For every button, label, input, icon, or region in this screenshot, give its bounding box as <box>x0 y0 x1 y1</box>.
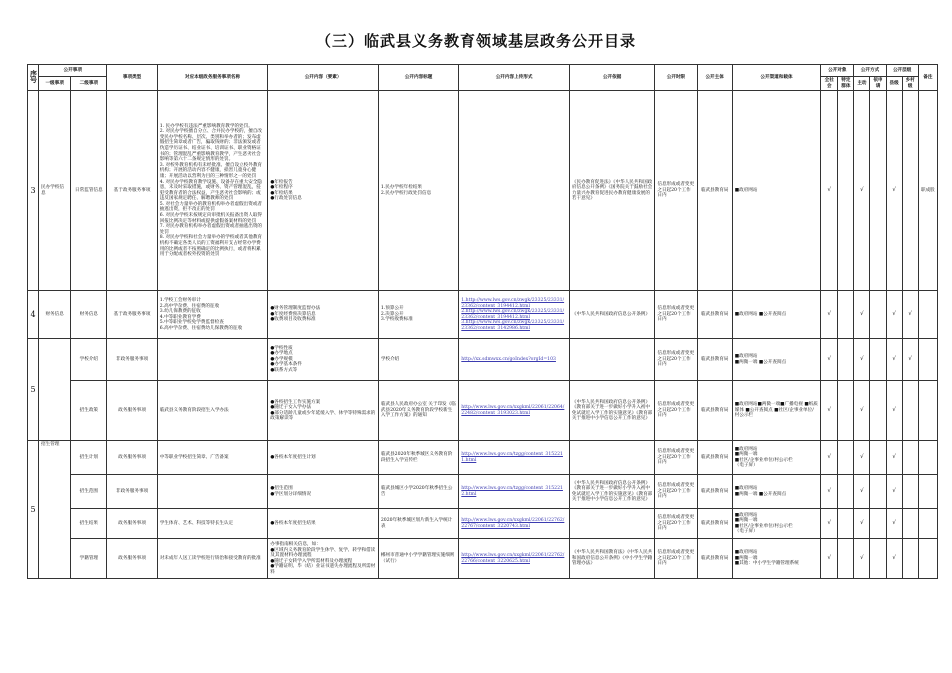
channel-cell: ■政府网站 ■两微一端 ■公开查阅点 <box>732 339 820 381</box>
content-cell <box>268 509 379 539</box>
channel-cell: ■政府网站 ■公开查阅点 <box>732 291 820 339</box>
basis-cell: 《中华人民共和国教育法》《中华人民共和国政府信息公开条例》《中小学生学籍管理办法》 <box>569 539 654 579</box>
item-type-cell: 政务服务事项 <box>107 441 157 475</box>
upload-link[interactable]: http://www.lws.gov.cn/xxgkml/22061/22762/22767/content_3220743.html <box>461 518 565 529</box>
basis-cell <box>569 339 654 381</box>
level1-cell <box>39 339 71 441</box>
header-public-items: 公开事项 <box>39 65 107 77</box>
basis-name-cell <box>157 475 268 509</box>
upload-cell <box>459 381 570 441</box>
target-specific-cell <box>838 291 854 339</box>
level-town-cell <box>902 539 918 579</box>
target-specific-cell <box>838 339 854 381</box>
content-cell <box>268 339 379 381</box>
table-row <box>28 509 938 539</box>
item-type-cell: 基于政务服务事项 <box>107 91 157 291</box>
subject-cell: 临武县教育局 <box>697 381 732 441</box>
content-item: ●联系方式等 <box>270 368 298 374</box>
method-request-cell <box>870 91 886 291</box>
header-specific: 特定群体 <box>838 77 854 91</box>
level-town-cell <box>902 381 918 441</box>
method-active-cell: √ <box>854 339 870 381</box>
basis-name-cell: 中等职业学校招生简章、广告备案 <box>157 441 268 475</box>
method-request-cell <box>870 475 886 509</box>
upload-cell <box>459 475 570 509</box>
basis-name-cell: 1. 民办学校有违法严重影响教育教学的处罚。 2. 对民办学校擅自分立、合并民办学校的，擅自改变民办学校名称、层次、类别和举办者的；发布虚假招生简章或者广告，骗取钱财的；非法颁发或者伪造学历证书、结业证书、培训证书、职业资格证书的；管理混乱严重影响教育教学，产生恶劣社会影响等第六十二条规定情形的处罚。 3. 对校外教育机构有未经批准、擅自设立校外教育机构；开展的活动内容不健康，损害儿童身心健康；开展活动以营利为目的三种情形之一的处罚 4. 对民办学校教育教学设施、设备存在重大安全隐患，未及时采取措施，或财务、资产管理混乱，侵犯受教育者的合法权益，产生恶劣社会影响的；或违反国家规定聘任、解聘教师的处罚 5. 对社会力量举办的教育机构举办者虚假出资或者抽逃出资，拒不改正的处罚 6. 对民办学校未按规定向审批机关报备出资人取得回报比例决定等材料或提供虚假备案材料的处罚 7. 对民办教育机构举办者虚假出资或者抽逃出资的处罚 8. 对民办学校和社会力量举办的学校或者其他教育机构不确定各类人员的工资福利开支占经常办学费用的比例或者不按照确定的比例执行，或者将积累用于分配或者校外投资的处罚 <box>157 91 268 291</box>
level2-cell: 招生计划 <box>71 441 107 475</box>
content-item: ●随迁子女入学办法 <box>270 405 312 411</box>
seq-cell: 3 <box>28 91 39 291</box>
level-town-cell <box>902 91 918 291</box>
level-town-cell: √ <box>902 339 918 381</box>
level-town-cell: √ <box>902 291 918 339</box>
target-specific-cell <box>838 441 854 475</box>
channel-cell: ■政府网站 <box>732 91 820 291</box>
content-item: ●部分适龄儿童或少年延缓入学、休学等特殊需求的政策解读等 <box>270 410 376 422</box>
basis-cell <box>569 441 654 475</box>
upload-link[interactable]: http://www.lws.gov.cn/tzgg/content_3152212.html <box>461 486 563 497</box>
header-all-society: 全社会 <box>821 77 838 91</box>
method-active-cell: √ <box>854 441 870 475</box>
level2-cell: 招生范围 <box>71 475 107 509</box>
header-seq: 序号 <box>28 65 39 91</box>
period-cell: 信息形成或者变更之日起20个工作日内 <box>655 475 697 509</box>
catalog-table <box>27 64 938 579</box>
upload-cell <box>459 339 570 381</box>
upload-cell <box>459 91 570 291</box>
content-item: ●各校本年度招生计划 <box>270 454 316 460</box>
method-request-cell <box>870 381 886 441</box>
level1-cell: 招生管理 <box>39 441 71 579</box>
content-cell <box>268 475 379 509</box>
method-active-cell: √ <box>854 291 870 339</box>
subject-cell: 临武县教育局 <box>697 539 732 579</box>
remark-cell <box>918 539 937 579</box>
method-request-cell <box>870 441 886 475</box>
target-all-cell: √ <box>821 339 838 381</box>
level1-cell: 民办学校信息 <box>39 91 71 291</box>
level1-cell: 财务信息 <box>39 291 71 339</box>
period-cell: 信息形成或者变更之日起20个工作日内 <box>655 441 697 475</box>
period-cell: 信息形成或者变更之日起20个工作日内 <box>655 339 697 381</box>
remark-cell <box>918 509 937 539</box>
level-county-cell: √ <box>886 291 902 339</box>
header-item-type: 事项类型 <box>107 65 157 91</box>
level2-cell: 学校介绍 <box>71 339 107 381</box>
method-active-cell: √ <box>854 91 870 291</box>
target-specific-cell <box>838 475 854 509</box>
content-item: ●学籍证明、毕（结）业证书遗失办理流程及所需材料 <box>270 564 376 575</box>
item-type-cell: 政务服务事项 <box>107 509 157 539</box>
header-subject: 公开主体 <box>697 65 732 91</box>
header-method: 公开方式 <box>854 65 886 77</box>
header-upload-form: 公开内容上传形式 <box>459 65 570 91</box>
content-title-cell: 1.民办学校年检结果 2.民办学校行政处罚信息 <box>378 91 458 291</box>
upload-cell <box>459 441 570 475</box>
level-county-cell: √ <box>886 381 902 441</box>
level2-cell: 日常监管信息 <box>71 91 107 291</box>
period-cell: 信息形成或者变更之日起20个工作日内 <box>655 291 697 339</box>
target-all-cell: √ <box>821 475 838 509</box>
content-title-cell: 学校介绍 <box>378 339 458 381</box>
content-item: ●办学地点 <box>270 351 293 357</box>
content-title-cell: 1.预算公开 2.决算公开 3.学校收费标准 <box>378 291 458 339</box>
table-row <box>28 339 938 381</box>
content-item: ●年检报告 <box>270 179 293 185</box>
header-level: 公开层级 <box>886 65 918 77</box>
header-basis-name: 对应本级政务服务事项名称 <box>157 65 268 91</box>
table-row <box>28 539 938 579</box>
level-town-cell <box>902 475 918 509</box>
method-active-cell: √ <box>854 381 870 441</box>
item-type-cell: 非政务服务事项 <box>107 475 157 509</box>
header-period: 公开时限 <box>655 65 697 91</box>
header-channel: 公开渠道和载体 <box>732 65 820 91</box>
basis-cell: 《民办教育促进法》《中华人民共和国政府信息公开条例》《国务院关于鼓励社会力量兴办教育促进民办教育健康发展的若干意见》 <box>569 91 654 291</box>
period-cell: 信息形成或者变更之日起20个工作日内 <box>655 509 697 539</box>
level-county-cell: √ <box>886 91 902 291</box>
level-county-cell: √ <box>886 339 902 381</box>
content-item: ●办学基本条件 <box>270 362 302 368</box>
item-type-cell: 非政务服务事项 <box>107 339 157 381</box>
channel-cell: ■政府网站 ■两微一端 ■其他：中小学生学籍管理系统 <box>732 539 820 579</box>
content-item: ●学校性质 <box>270 345 293 351</box>
upload-cell <box>459 509 570 539</box>
content-item: ●办学规模 <box>270 356 293 362</box>
method-request-cell <box>870 509 886 539</box>
header-level2: 二级事项 <box>71 77 107 91</box>
content-item: ●区域内义务教育阶段学生休学、复学、转学和借读及其置材料办理流程 <box>270 547 376 559</box>
content-cell <box>268 381 379 441</box>
remark-cell <box>918 291 937 339</box>
table-row <box>28 381 938 441</box>
content-item: ●各校本年度招生结果 <box>270 520 316 526</box>
subject-cell: 临武县教育局 <box>697 291 732 339</box>
subject-cell: 临武县教育局 <box>697 441 732 475</box>
remark-cell <box>918 441 937 475</box>
content-item: ●随迁子女转学入学所需材料及办理流程 <box>270 558 353 564</box>
basis-name-cell: 学生体育、艺术、科技等特长生认定 <box>157 509 268 539</box>
content-item: ●财务管理制度监督办法 <box>270 306 321 312</box>
upload-cell <box>459 539 570 579</box>
target-specific-cell <box>838 509 854 539</box>
target-specific-cell <box>838 381 854 441</box>
seq-cell: 5 <box>28 441 39 579</box>
period-cell: 信息形成或者变更之日起20个工作日内 <box>655 539 697 579</box>
remark-cell <box>918 339 937 381</box>
table-row <box>28 291 938 339</box>
target-all-cell: √ <box>821 441 838 475</box>
table-body <box>28 91 938 579</box>
upload-link[interactable]: http://www.lws.gov.cn/xxgkml/22061/22064/22482/content_3193023.html <box>461 405 565 416</box>
target-all-cell: √ <box>821 539 838 579</box>
item-type-cell: 政务服务事项 <box>107 381 157 441</box>
header-on-request: 依申请 <box>870 77 886 91</box>
period-cell: 信息形成或者变更之日起20个工作日内 <box>655 381 697 441</box>
content-item: ●年度经费预决算信息 <box>270 311 316 317</box>
level2-cell: 招生政策 <box>71 381 107 441</box>
method-active-cell: √ <box>854 475 870 509</box>
level-county-cell: √ <box>886 475 902 509</box>
content-item: ●招生范围 <box>270 486 293 492</box>
level-county-cell: √ <box>886 441 902 475</box>
target-specific-cell <box>838 91 854 291</box>
upload-link[interactable]: http://www.lws.gov.cn/xxgkml/22061/22762/22766/content_3220625.html <box>461 553 565 564</box>
subject-cell: 临武县教育局 <box>697 91 732 291</box>
channel-cell: ■政府网站 ■两微一端 ■公开查阅点 <box>732 475 820 509</box>
basis-cell: 《中华人民共和国政府信息公开条例》《教育部关于进一步做好小学升入初中免试就近入学工作的实施意见》《教育部关于推进中小学信息公开工作的意见》 <box>569 475 654 509</box>
table-row <box>28 91 938 291</box>
table-row <box>28 441 938 475</box>
method-request-cell <box>870 291 886 339</box>
basis-name-cell <box>157 339 268 381</box>
method-request-cell <box>870 339 886 381</box>
level-town-cell <box>902 509 918 539</box>
target-all-cell: √ <box>821 381 838 441</box>
table-row <box>28 475 938 509</box>
target-specific-cell <box>838 539 854 579</box>
basis-name-cell: 临武县义务教育阶段招生入学办法 <box>157 381 268 441</box>
channel-cell: ■政府网站 ■两微一端 ■社区/企事业单位/村公示栏 （电子屏） <box>732 441 820 475</box>
item-type-cell: 基于政务服务事项 <box>107 291 157 339</box>
content-item: ●年检结果 <box>270 190 293 196</box>
basis-cell: 《中华人民共和国政府信息公开条例》《教育部关于进一步做好小学升入初中免试就近入学工作的实施意见》《教育部关于推进中小学信息公开工作的意见》 <box>569 381 654 441</box>
content-title-cell: 2020年秋季城区划片新生入学统计表 <box>378 509 458 539</box>
header-remark: 备注 <box>918 65 937 91</box>
header-content-title: 公开内容标题 <box>378 65 458 91</box>
content-cell <box>268 539 379 579</box>
subject-cell: 临武县教育局 <box>697 339 732 381</box>
basis-name-cell: 对未成年人送工读学校进行矫治和接受教育的批准 <box>157 539 268 579</box>
content-cell <box>268 441 379 475</box>
remark-cell <box>918 475 937 509</box>
channel-cell: ■政府网站 ■两微一端 ■社区/企事业单位/村公示栏 （电子屏） <box>732 509 820 539</box>
header-active: 主动 <box>854 77 870 91</box>
content-item: ●学区划分详细情况 <box>270 491 312 497</box>
method-active-cell: √ <box>854 509 870 539</box>
level-county-cell: √ <box>886 509 902 539</box>
method-request-cell <box>870 539 886 579</box>
basis-cell: 《中华人民共和国政府信息公开条例》 <box>569 291 654 339</box>
content-item: ●行政处罚信息 <box>270 196 302 202</box>
header-township: 乡村级 <box>902 77 918 91</box>
content-item: ●年检程序 <box>270 185 293 191</box>
content-item: ●各校招生工作实施方案 <box>270 399 321 405</box>
level2-cell: 财务信息 <box>71 291 107 339</box>
target-all-cell: √ <box>821 509 838 539</box>
content-cell <box>268 91 379 291</box>
subject-cell: 临武县教育局 <box>697 475 732 509</box>
header-row-1 <box>28 65 938 77</box>
basis-name-cell: 1.学校工会财务审计 2.高中学杂费、住宿费的征收 3.幼儿保教费的征收 4.中等职业教育学费 5.中等职业学校免学费监督检查 6.高中学杂费、住宿费幼儿保教费的征收 <box>157 291 268 339</box>
upload-link[interactable]: http://www.lws.gov.cn/tzgg/content_3152211.html <box>461 452 563 463</box>
upload-cell <box>459 291 570 339</box>
page-title: （三）临武县义务教育领域基层政务公开目录 <box>315 32 636 50</box>
content-item: ●收费项目及收费标准 <box>270 317 316 323</box>
remark-cell <box>918 381 937 441</box>
seq-cell: 5 <box>28 339 39 441</box>
level2-cell: 招生结果 <box>71 509 107 539</box>
level-county-cell: √ <box>886 539 902 579</box>
item-type-cell: 政务服务事项 <box>107 539 157 579</box>
header-county: 县级 <box>886 77 902 91</box>
upload-link[interactable]: 1.http://www.lws.gov.cn/zwgk/23325/23331/23362/content_3194412.html 2.http://www.lws.gov.cn/zwgk/23325/23331/23362/content_3194412.html 3.http://www.lws.gov.cn/zwgk/23325/23331/23362/content_3142986.html <box>461 297 565 331</box>
header-basis: 公开依据 <box>569 65 654 91</box>
content-item: 办事指南相关信息，如： <box>270 541 321 547</box>
content-cell <box>268 291 379 339</box>
target-all-cell: √ <box>821 91 838 291</box>
channel-cell: ■政府网站■两微一端■广播电视 ■纸质媒体 ■公开查阅点 ■社区/企事业单位/村公示栏 <box>732 381 820 441</box>
level-town-cell <box>902 441 918 475</box>
header-target: 公开对象 <box>821 65 854 77</box>
subject-cell: 临武县教育局 <box>697 509 732 539</box>
level2-cell: 学籍管理 <box>71 539 107 579</box>
seq-cell: 4 <box>28 291 39 339</box>
method-active-cell: √ <box>854 539 870 579</box>
target-all-cell: √ <box>821 291 838 339</box>
content-title-cell: 临武县人民政府办公室 关于印发《临武县2020年义务教育阶段学校新生入学工作方案》的通知 <box>378 381 458 441</box>
header-level1: 一级事项 <box>39 77 71 91</box>
header-content: 公开内容（要素） <box>268 65 379 91</box>
basis-cell <box>569 509 654 539</box>
upload-link[interactable]: http://xx.sdmwxx.cn/goIndex?orgId=103 <box>461 356 556 362</box>
period-cell: 信息形成或者变更之日起20个工作日内 <box>655 91 697 291</box>
content-title-cell: 郴州市普通中小学学籍管理实施细则（试行） <box>378 539 458 579</box>
content-title-cell: 临武县2020年秋季城区义务教育阶段招生入学宣传栏 <box>378 441 458 475</box>
remark-cell: 职成股 <box>918 91 937 291</box>
content-title-cell: 临武县城区小学2020年秋季招生公告 <box>378 475 458 509</box>
